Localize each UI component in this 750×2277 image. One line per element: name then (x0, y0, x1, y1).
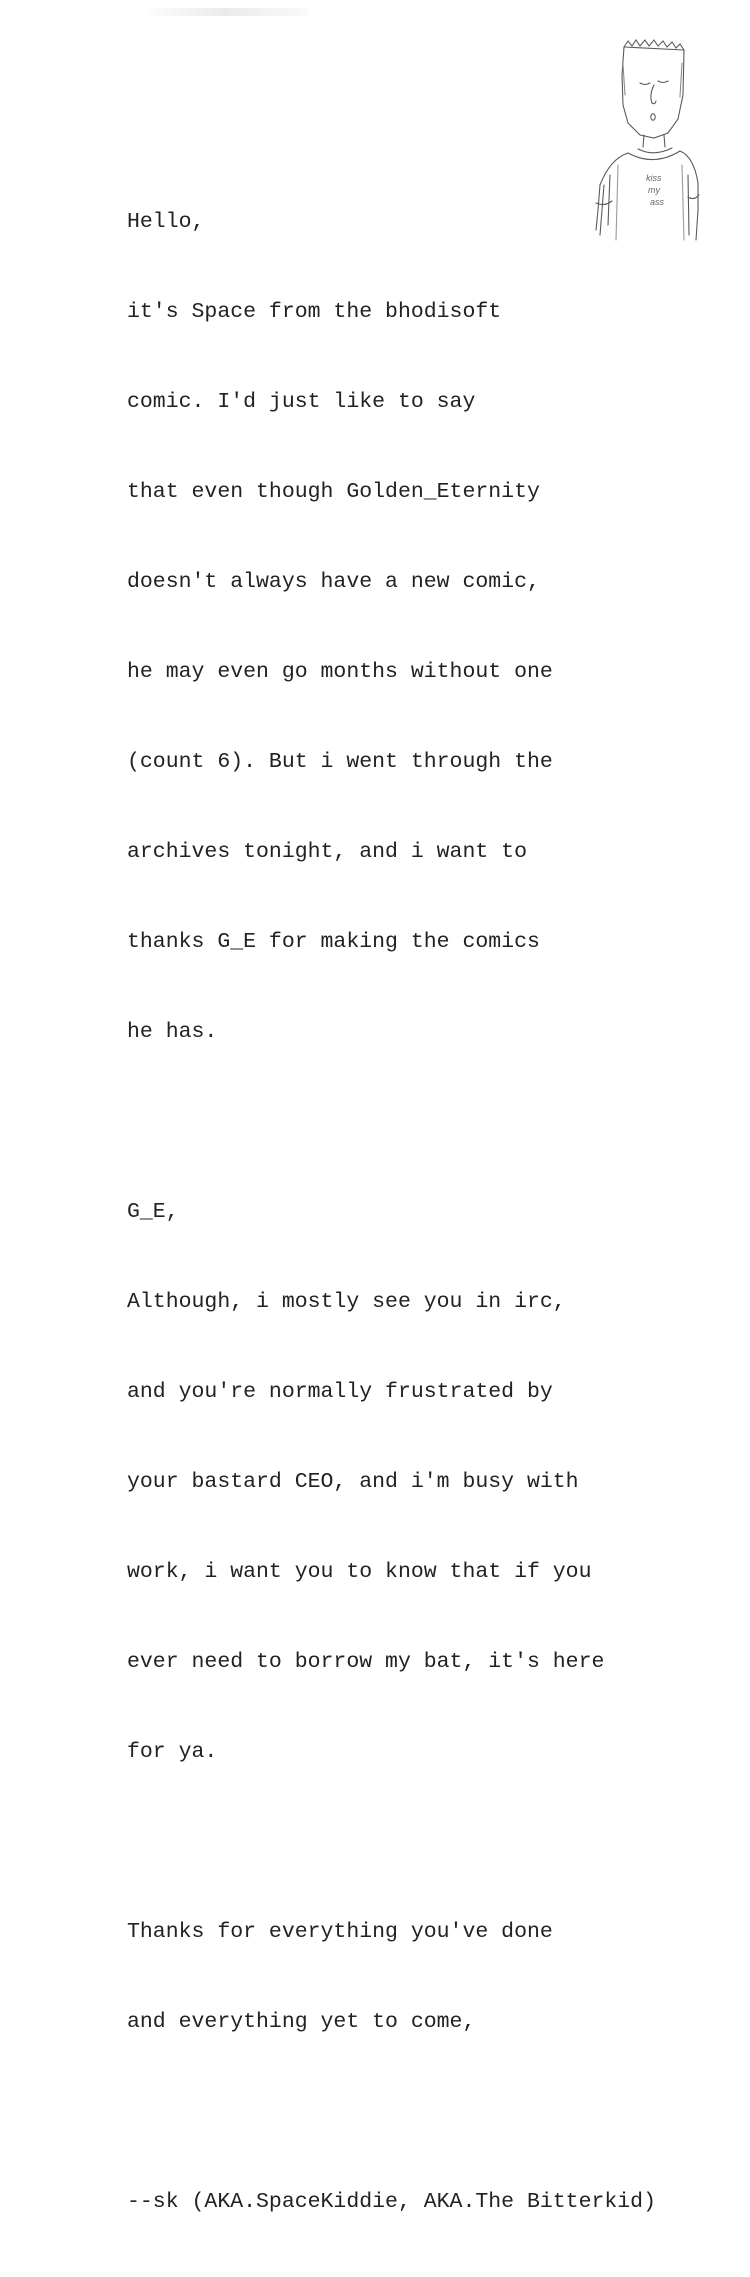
paragraph-gap (127, 1107, 747, 1137)
paragraph-gap (127, 1827, 747, 1857)
paragraph-line: work, i want you to know that if you (127, 1560, 592, 1584)
closing-line: Thanks for everything you've done (127, 1920, 553, 1944)
paragraph-line: that even though Golden_Eternity (127, 480, 540, 504)
shirt-text-line-3: ass (650, 197, 665, 207)
paragraph-line: archives tonight, and i want to (127, 840, 527, 864)
paragraph-line: he has. (127, 1020, 218, 1044)
paragraph-line: and you're normally frustrated by (127, 1380, 553, 1404)
paragraph-line: comic. I'd just like to say (127, 390, 476, 414)
closing-line: and everything yet to come, (127, 2010, 476, 2034)
shirt-text-line-1: kiss (646, 173, 662, 183)
paragraph-line: it's Space from the bhodisoft (127, 300, 502, 324)
greeting: Hello, (127, 210, 205, 234)
paragraph-line: doesn't always have a new comic, (127, 570, 540, 594)
paragraph-line: your bastard CEO, and i'm busy with (127, 1470, 579, 1494)
paragraph-line: for ya. (127, 1740, 218, 1764)
paragraph-line: (count 6). But i went through the (127, 750, 553, 774)
salutation: G_E, (127, 1200, 179, 1224)
paragraph-line: he may even go months without one (127, 660, 553, 684)
paragraph-line: Although, i mostly see you in irc, (127, 1290, 566, 1314)
shirt-text-line-2: my (648, 185, 660, 195)
paragraph-line: thanks G_E for making the comics (127, 930, 540, 954)
signature: --sk (AKA.SpaceKiddie, AKA.The Bitterkid) (127, 2190, 656, 2214)
letter-body (127, 147, 747, 2277)
scan-smudge (140, 8, 310, 16)
paragraph-gap (127, 2097, 747, 2127)
paragraph-line: ever need to borrow my bat, it's here (127, 1650, 605, 1674)
